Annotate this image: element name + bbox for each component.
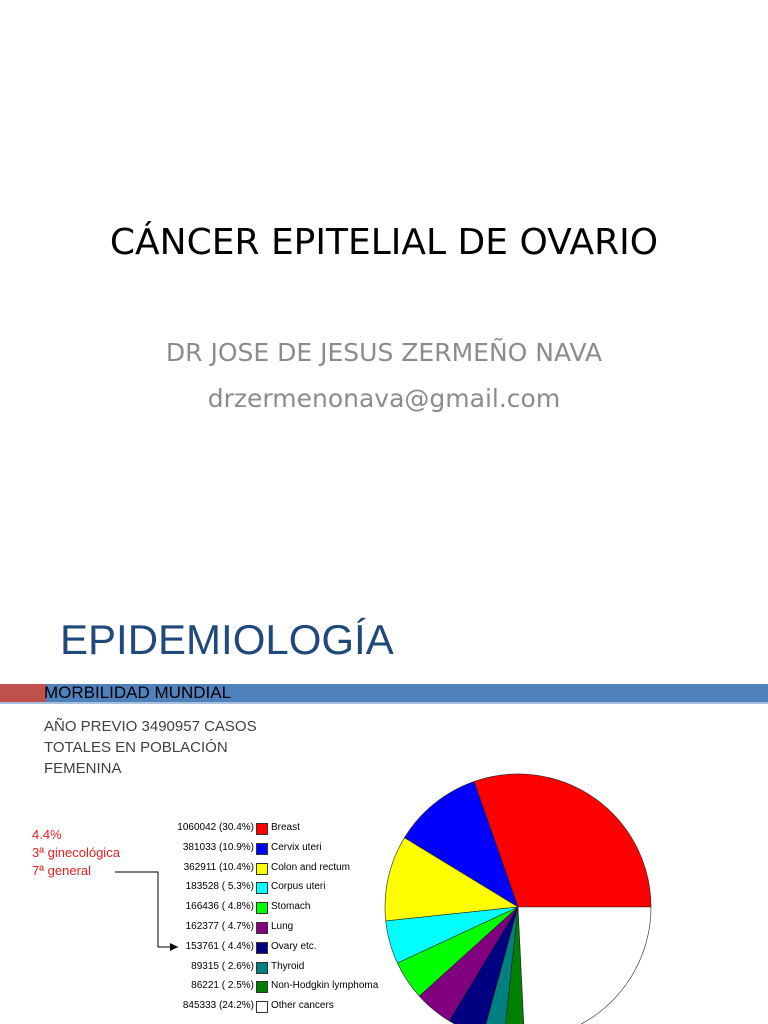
legend-value: 89315 ( 2.6%) (191, 960, 254, 972)
chart-canvas (0, 590, 768, 1024)
legend-label: Breast (271, 822, 300, 833)
legend-label: Colon and rectum (271, 861, 350, 873)
pie-chart (385, 774, 651, 1024)
annotation-arrowhead (170, 943, 178, 951)
legend-value: 183528 ( 5.3%) (185, 881, 254, 893)
section-title: EPIDEMIOLOGÍA (60, 616, 394, 663)
author-email: drzermenonava@gmail.com (207, 384, 561, 413)
legend-value: 153761 ( 4.4%) (185, 940, 254, 952)
description-line: TOTALES EN POBLACIÓN (44, 739, 228, 756)
legend-label: Other cancers (271, 1000, 334, 1012)
legend-label: Stomach (271, 901, 311, 913)
legend-value: 162377 ( 4.7%) (185, 921, 254, 932)
annotation-line: 3ª ginecológica (32, 845, 120, 860)
pie-slice (518, 907, 651, 1024)
legend-value: 362911 (10.4%) (183, 861, 254, 873)
legend-value: 381033 (10.9%) (182, 841, 254, 853)
epidemiology-slide (0, 590, 768, 1024)
description-line: FEMENINA (44, 760, 122, 777)
slide-title: CÁNCER EPITELIAL DE OVARIO (109, 222, 659, 263)
legend-value: 845333 (24.2%) (182, 1000, 254, 1012)
legend-value: 166436 ( 4.8%) (185, 901, 254, 913)
description-line: AÑO PREVIO 3490957 CASOS (44, 718, 257, 735)
legend-value: 1060042 (30.4%) (177, 822, 254, 833)
author-name: DR JOSE DE JESUS ZERMEÑO NAVA (165, 338, 603, 367)
legend-label: Cervix uteri (271, 841, 322, 853)
legend-label: Corpus uteri (271, 881, 326, 893)
legend-label: Lung (271, 921, 294, 932)
annotation-line: 7ª general (32, 863, 92, 878)
legend-value: 86221 ( 2.5%) (191, 980, 254, 992)
legend-label: Thyroid (271, 960, 305, 972)
section-subtitle: MORBILIDAD MUNDIAL (44, 683, 232, 702)
annotation-arrow-line (115, 872, 178, 947)
legend-label: Non-Hodgkin lymphoma (271, 980, 379, 992)
legend-label: Ovary etc. (271, 940, 317, 952)
annotation-line: 4.4% (32, 827, 62, 842)
